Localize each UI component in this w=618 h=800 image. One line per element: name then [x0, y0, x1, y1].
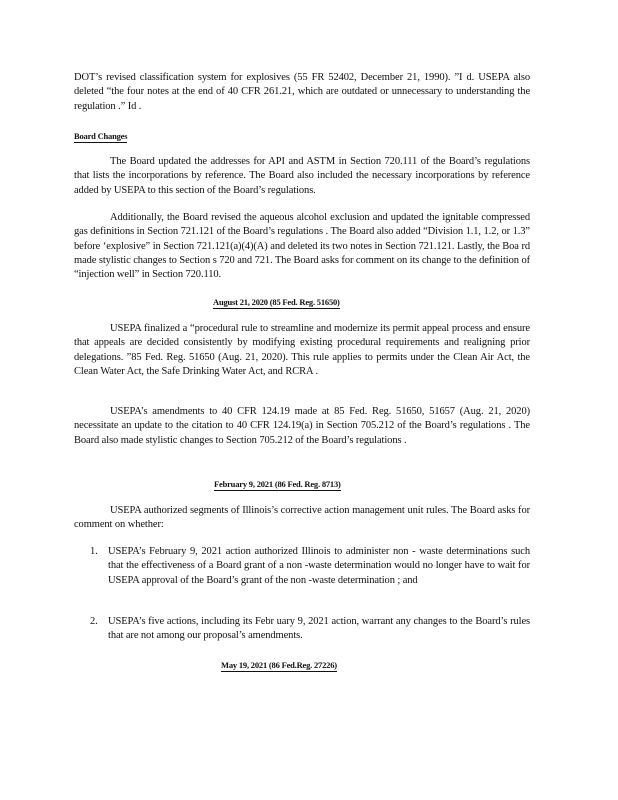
list-item-number: 1.	[90, 546, 98, 557]
list-item-text: USEPA’s five actions, including its Febr uary 9, 2021 action, warrant any changes to the Board’s rules that are not among our proposal’s amendments.	[108, 616, 530, 642]
list-item-text: USEPA’s February 9, 2021 action authorized Illinois to administer non - waste determinations such that the effectiveness of a Board grant of a non -waste determination would no longer have to wait for USEPA approval of the Board’s grant of the non -waste determination ; and	[108, 546, 530, 586]
list-item	[90, 545, 530, 588]
paragraph-february-1: USEPA authorized segments of Illinois’s corrective action management unit rules. The Board asks for comment on whether:	[74, 505, 530, 531]
paragraph-board-2: Additionally, the Board revised the aqueous alcohol exclusion and updated the ignitable compressed gas definitions in Section 721.121 of the Board’s regulations . The Board also added “Division 1.1, 1.2, or 1.3” before ‘explosive” in Section 721.121(a)(4)(A) and deleted its two notes in Section 721.121. Lastly, the Boa rd made stylistic changes to Section s 720 and 721. The Board asks for comment on its change to the definition of “injection well” in Section 720.110.	[74, 212, 530, 281]
heading-board-changes: Board Changes	[74, 131, 128, 141]
paragraph-board-1: The Board updated the addresses for API and ASTM in Section 720.111 of the Board’s regulations that lists the incorporations by reference. The Board also included the necessary incorporations by reference added by USEPA to this section of the Board’s regulations.	[74, 156, 530, 196]
heading-august-2020: August 21, 2020 (85 Fed. Reg. 51650)	[213, 297, 340, 307]
paragraph-august-1: USEPA finalized a “procedural rule to streamline and modernize its permit appeal process and ensure that appeals are decided consistently by modifying existing procedural requirements and realigning prior delegations. ”85 Fed. Reg. 51650 (Aug. 21, 2020). This rule applies to permits under the Clean Air Act, the Clean Water Act, the Safe Drinking Water Act, and RCRA .	[74, 323, 530, 377]
heading-may-2021: May 19, 2021 (86 Fed.Reg. 27226)	[221, 660, 337, 670]
paragraph-august-2: USEPA’s amendments to 40 CFR 124.19 made at 85 Fed. Reg. 51650, 51657 (Aug. 21, 2020) necessitate an update to the citation to 40 CFR 124.19(a) in Section 705.212 of the Board’s regulations . The Board also made stylistic changes to Section 705.212 of the Board’s regulations .	[74, 406, 530, 446]
list-item	[90, 615, 530, 644]
heading-february-2021: February 9, 2021 (86 Fed. Reg. 8713)	[214, 479, 341, 489]
list-item-number: 2.	[90, 616, 98, 627]
paragraph-intro: DOT’s revised classification system for explosives (55 FR 52402, December 21, 1990). ”I d. USEPA also deleted “the four notes at the end of 40 CFR 261.21, which are outdated or unnecessary to understanding the regulation .” Id .	[74, 72, 530, 112]
